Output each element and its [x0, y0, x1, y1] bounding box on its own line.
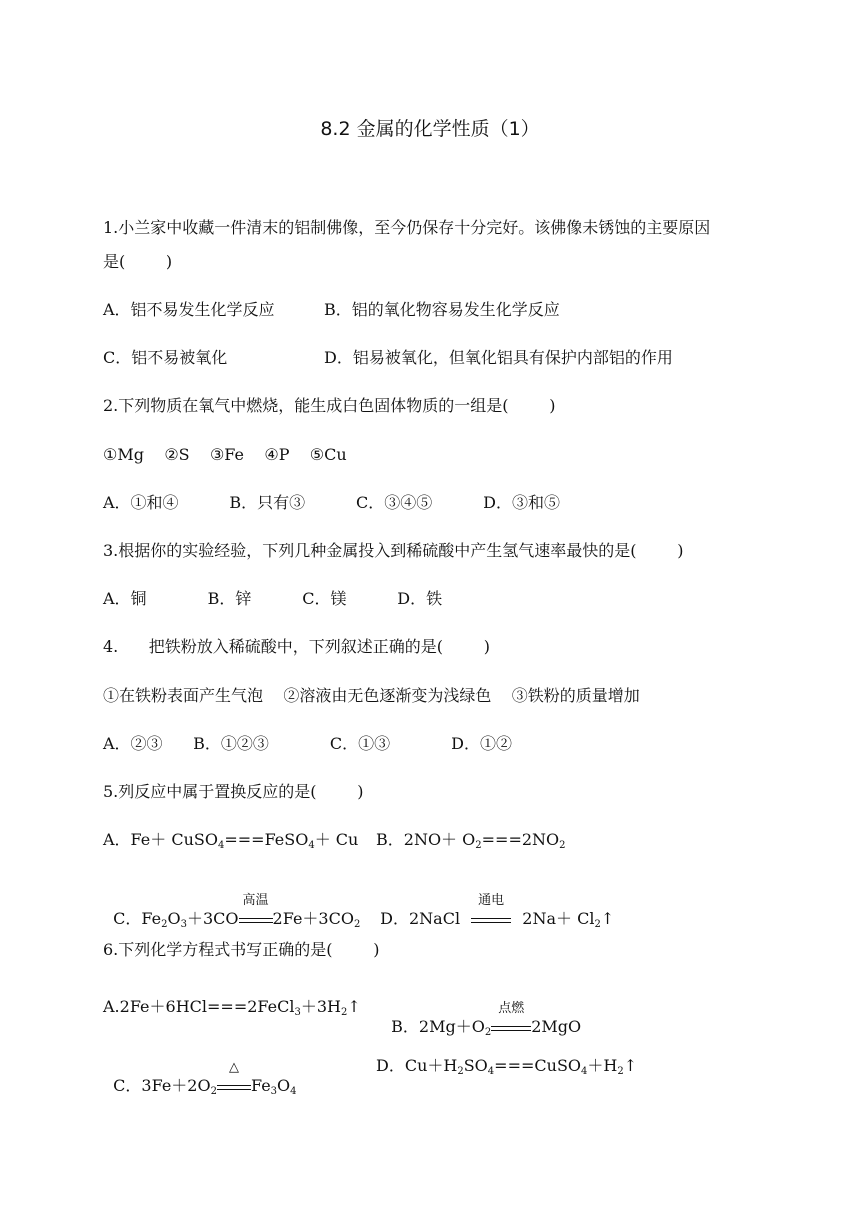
question-6-option-d: D．$Cu+H_2SO_4===CuSO_4+H_2↑$: [376, 1056, 638, 1077]
question-5-option-d: [370, 889, 614, 929]
question-1-stem-cont: 是( ): [103, 252, 173, 271]
question-4-options: A．②③ B．①②③ C．①③ D．①②: [103, 734, 512, 753]
reaction-condition: 高温: [242, 893, 269, 908]
question-5-option-a: A．Fe＋ CuSO$_4$===FeSO$_4$＋ Cu: [103, 830, 359, 851]
reaction-condition-arrow: [239, 893, 273, 929]
page-title: 8.2 金属的化学性质（1）: [320, 118, 540, 140]
question-5-option-b: B．$2NO+ O_2===2NO_2$: [376, 830, 566, 851]
question-6-c-products: $Fe_3O_4$: [250, 1076, 297, 1097]
question-6-b-reactants: B．$2Mg+O_2$: [391, 1017, 492, 1038]
question-2-options: A．①和④ B．只有③ C．③④⑤ D．③和⑤: [103, 493, 560, 512]
question-5-option-c: [103, 889, 360, 929]
question-6-c-reactants: C．$3Fe+2O_2$: [113, 1076, 217, 1097]
reaction-condition-arrow: [491, 1001, 531, 1037]
reaction-condition-arrow: [217, 1060, 251, 1096]
question-1-option-d: D．铝易被氧化，但氧化铝具有保护内部铝的作用: [324, 348, 673, 367]
question-1-stem: 1.小兰家中收藏一件清末的铝制佛像，至今仍保存十分完好。该佛像未锈蚀的主要原因: [103, 218, 711, 237]
question-6-b-products: 2MgO: [531, 1017, 582, 1036]
question-1-option-a: A．铝不易发生化学反应: [103, 300, 275, 319]
question-5-c-products: $2Fe+3CO_2$: [272, 909, 361, 930]
question-6-option-b: [381, 997, 581, 1037]
question-5-d-reactants: D．2NaCl: [380, 909, 461, 928]
question-4-items: ①在铁粉表面产生气泡 ②溶液由无色逐渐变为浅绿色 ③铁粉的质量增加: [103, 686, 640, 705]
question-5-stem: 5.列反应中属于置换反应的是( ): [103, 782, 364, 801]
question-6-stem: 6.下列化学方程式书写正确的是( ): [103, 940, 380, 959]
question-1-option-c: C．铝不易被氧化: [103, 348, 228, 367]
question-3-options: A．铜 B．锌 C．镁 D．铁: [103, 589, 443, 608]
question-3-stem: 3.根据你的实验经验，下列几种金属投入到稀硫酸中产生氢气速率最快的是( ): [103, 541, 684, 560]
question-2-stem: 2.下列物质在氧气中燃烧，能生成白色固体物质的一组是( ): [103, 396, 556, 415]
question-4-stem: 4. 把铁粉放入稀硫酸中，下列叙述正确的是( ): [103, 637, 490, 656]
question-6-option-c: [103, 1056, 297, 1096]
reaction-condition: 点燃: [498, 1001, 525, 1016]
question-1-option-b: B．铝的氧化物容易发生化学反应: [324, 300, 560, 319]
question-2-items: ①Mg ②S ③Fe ④P ⑤Cu: [103, 445, 347, 464]
reaction-condition-arrow: [471, 893, 511, 929]
reaction-condition: 通电: [478, 893, 505, 908]
reaction-condition: △: [228, 1060, 239, 1075]
question-5-c-reactants: C．$Fe_2O_3+3CO$: [113, 909, 239, 930]
question-5-d-products: $2Na+ Cl_2↑$: [522, 909, 615, 930]
question-6-option-a: $A.2Fe+6HCl===2FeCl_3+3H_2↑$: [103, 997, 361, 1018]
